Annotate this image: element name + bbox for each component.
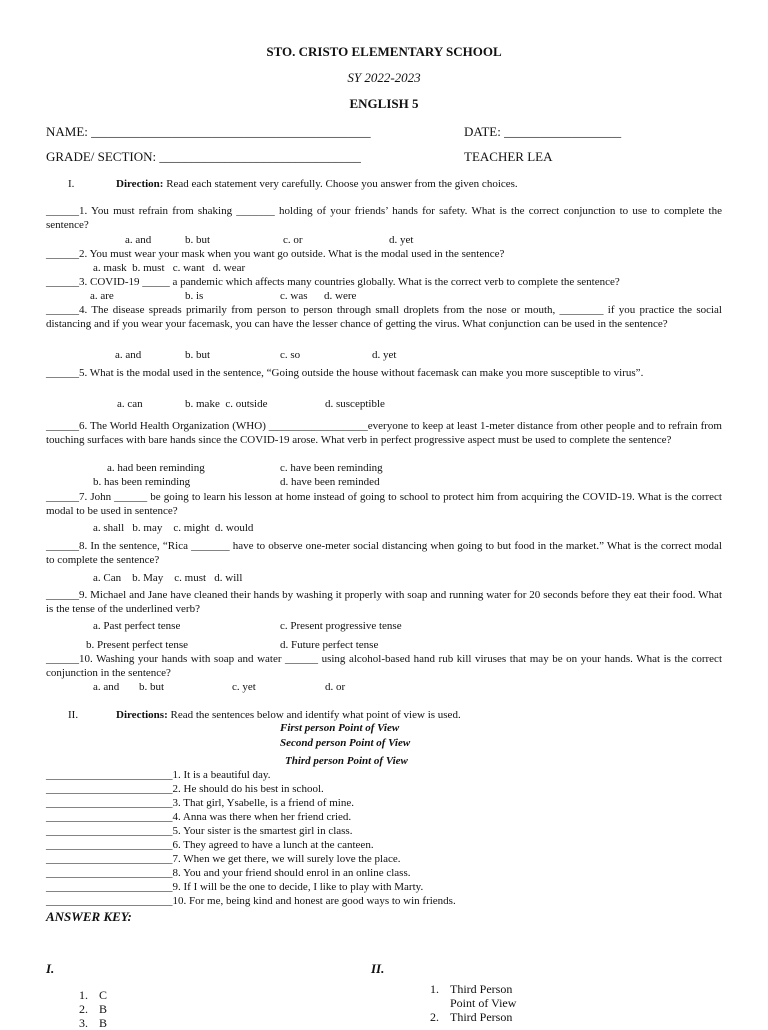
pov-item-9: _______________________9. If I will be the one to decide, I like to play with Marty. — [46, 881, 424, 893]
pov-item-2: _______________________2. He should do his best in school. — [46, 783, 324, 795]
part2-direction-label: Directions: — [116, 709, 168, 721]
question-8: ______8. In the sentence, “Rica _______ have to observe one-meter social distancing when going to but food in the market.” What is the correct modal to complete the sentence? — [46, 540, 722, 566]
q1-option-d: d. yet — [389, 234, 414, 246]
pov-item-10: _______________________10. For me, being kind and honest are good ways to win friends. — [46, 895, 456, 907]
q4-option-d: d. yet — [372, 349, 397, 361]
part2-direction-text: Read the sentences below and identify what point of view is used. — [167, 709, 461, 721]
school-year: SY 2022-2023 — [347, 70, 421, 85]
q1-option-b: b. but — [185, 234, 211, 246]
part1-numeral: I. — [68, 178, 75, 190]
answer-key-part2-label: II. — [371, 961, 385, 976]
q10-option-a: a. and — [93, 681, 120, 693]
q1-option-a: a. and — [125, 234, 152, 246]
pov-item-5: _______________________5. Your sister is the smartest girl in class. — [46, 825, 353, 837]
q3-option-b: b. is — [185, 290, 204, 302]
question-7: ______7. John ______ be going to learn his lesson at home instead of going to school to protect him from acquiring the COVID-19. What is the correct modal to be used in sentence? — [46, 491, 722, 517]
q8-options: a. Can b. May c. must d. will — [93, 572, 243, 584]
pov-item-4: _______________________4. Anna was there when her friend cried. — [46, 811, 352, 823]
answer-key-part1-label: I. — [46, 961, 55, 976]
question-1: ______1. You must refrain from shaking _______ holding of your friends’ hands for safety. What is the correct conjunction to use to complete the sentence? — [46, 205, 722, 231]
part1-direction-text: Read each statement very carefully. Choose you answer from the given choices. — [163, 178, 518, 190]
pov-third: Third person Point of View — [285, 755, 408, 767]
q6-option-c: c. have been reminding — [280, 462, 383, 474]
ak1-ans-1: C — [99, 988, 108, 1002]
question-9: ______9. Michael and Jane have cleaned their hands by washing it properly with soap and running water for 20 seconds before they eat their food. What is the tense of the underlined verb? — [46, 589, 722, 615]
name-field: NAME: ___________________________________________ — [46, 124, 371, 139]
q10-option-d: d. or — [325, 681, 346, 693]
question-5: ______5. What is the modal used in the sentence, “Going outside the house without facemask can make you more susceptible to virus”. — [46, 367, 644, 379]
teacher-field: TEACHER LEA — [464, 149, 553, 164]
part1-direction-label: Direction: — [116, 178, 164, 190]
q9-option-d: d. Future perfect tense — [280, 639, 379, 651]
part2-direction — [116, 708, 461, 722]
q4-option-c: c. so — [280, 349, 301, 361]
q3-option-a: a. are — [90, 290, 114, 302]
ak1-ans-3: B — [99, 1016, 108, 1030]
subject-title: ENGLISH 5 — [349, 96, 419, 111]
pov-item-1: _______________________1. It is a beautiful day. — [46, 769, 271, 781]
q3-option-d: d. were — [324, 290, 357, 302]
q6-option-a: a. had been reminding — [107, 462, 205, 474]
q9-option-a: a. Past perfect tense — [93, 620, 181, 632]
school-name: STO. CRISTO ELEMENTARY SCHOOL — [266, 44, 502, 59]
ak1-num-3: 3. — [79, 1016, 88, 1030]
ak1-num-2: 2. — [79, 1002, 88, 1016]
pov-item-6: _______________________6. They agreed to have a lunch at the canteen. — [46, 839, 374, 851]
question-10: ______10. Washing your hands with soap and water ______ using alcohol-based hand rub kill viruses that may be on your hands. What is the correct conjunction in the sentence? — [46, 653, 722, 679]
question-4: ______4. The disease spreads primarily from person to person through small droplets from the nose or mouth, ________ if you practice the social distancing and if you wear your facemask, you can have the lesser chance of getting the virus. What conjunction can be used in the sentence? — [46, 304, 722, 330]
pov-first: First person Point of View — [280, 722, 400, 734]
question-2: ______2. You must wear your mask when you want go outside. What is the modal used in the sentence? — [46, 248, 505, 260]
pov-item-8: _______________________8. You and your friend should enrol in an online class. — [46, 867, 411, 879]
pov-second: Second person Point of View — [280, 737, 411, 749]
question-6: ______6. The World Health Organization (WHO) __________________everyone to keep at least 1-meter distance from other people and to refrain from touching surfaces with bare hands since the COVID-19 arose. What verb in perfect progressive aspect must be used to complete the sentence? — [46, 420, 722, 446]
q5-option-bc: b. make c. outside — [185, 398, 268, 410]
q4-option-a: a. and — [115, 349, 142, 361]
q2-options: a. mask b. must c. want d. wear — [93, 262, 246, 274]
ak2-ans-2: Third Person — [450, 1010, 513, 1024]
q9-option-c: c. Present progressive tense — [280, 620, 402, 632]
date-field: DATE: __________________ — [464, 124, 622, 139]
q1-option-c: c. or — [283, 234, 303, 246]
q10-option-b: b. but — [139, 681, 165, 693]
part2-numeral: II. — [68, 709, 79, 721]
ak1-num-1: 1. — [79, 988, 88, 1002]
ak1-ans-2: B — [99, 1002, 108, 1016]
q5-option-a: a. can — [117, 398, 143, 410]
q5-option-d: d. susceptible — [325, 398, 385, 410]
pov-item-3: _______________________3. That girl, Ysabelle, is a friend of mine. — [46, 797, 354, 809]
q3-option-c: c. was — [280, 290, 308, 302]
q6-option-d: d. have been reminded — [280, 476, 380, 488]
question-3: ______3. COVID-19 _____ a pandemic which affects many countries globally. What is the correct verb to complete the sentence? — [46, 276, 620, 288]
q7-options: a. shall b. may c. might d. would — [93, 522, 254, 534]
q9-option-b: b. Present perfect tense — [86, 639, 189, 651]
ak2-num-1: 1. — [430, 982, 439, 996]
q6-option-b: b. has been reminding — [93, 476, 191, 488]
pov-item-7: _______________________7. When we get there, we will surely love the place. — [46, 853, 401, 865]
ak2-ans-1-cont: Point of View — [450, 996, 517, 1010]
ak2-ans-1: Third Person — [450, 982, 513, 996]
q10-option-c: c. yet — [232, 681, 256, 693]
q4-option-b: b. but — [185, 349, 211, 361]
part1-direction — [116, 177, 518, 191]
grade-section-field: GRADE/ SECTION: _______________________________ — [46, 149, 361, 164]
ak2-num-2: 2. — [430, 1010, 439, 1024]
answer-key-title: ANSWER KEY: — [46, 909, 132, 924]
